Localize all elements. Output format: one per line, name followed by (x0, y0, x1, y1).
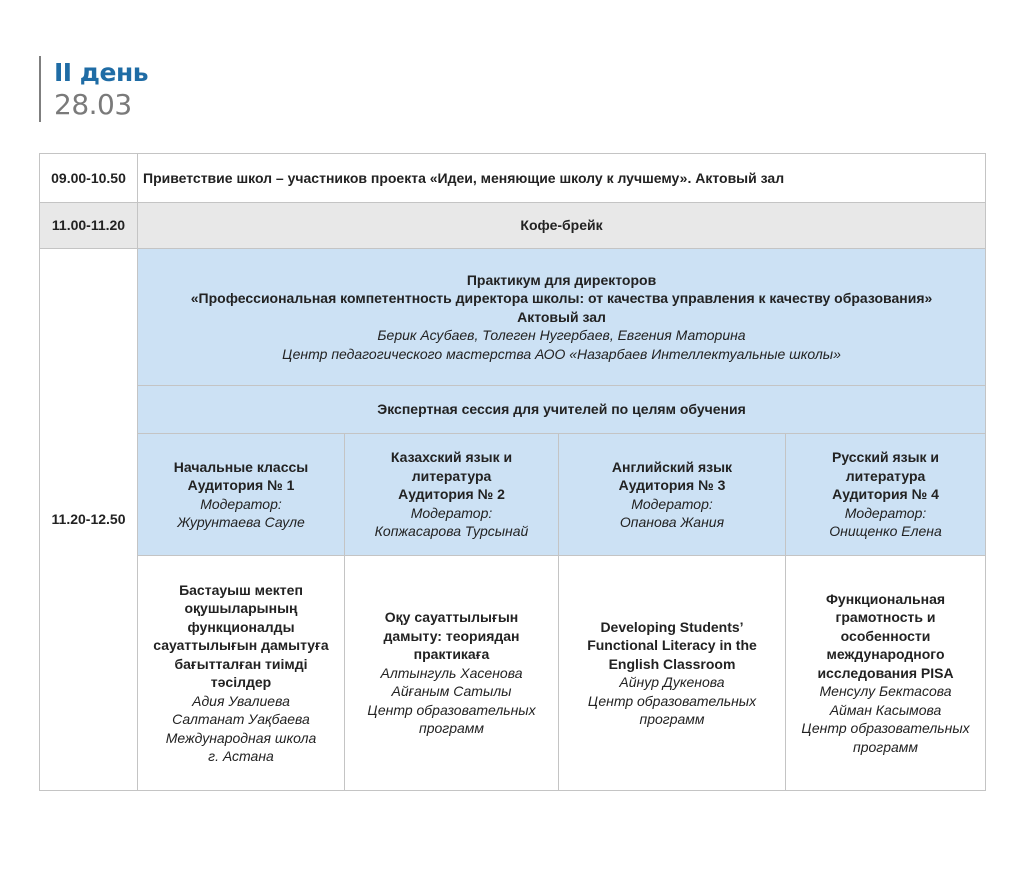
org-line: Международная школа (165, 729, 317, 746)
schedule-row-welcome (40, 154, 986, 203)
moderator-name: Опанова Жания (619, 514, 725, 530)
section-subject: Казахский язык и (390, 449, 513, 466)
org-line: программ (639, 711, 705, 727)
topic-line: грамотность и (835, 609, 936, 626)
speaker-line: Алтынгуль Хасенова (380, 664, 523, 681)
moderator-name: Журунтаева Сауле (177, 514, 305, 530)
section-subject: Начальные классы (173, 458, 309, 475)
section-room: Аудитория № 2 (398, 486, 505, 503)
topic-line: Функциональная (825, 590, 946, 607)
speaker-line: Менсулу Бектасова (819, 683, 952, 700)
topic-line: исследования PISA (817, 664, 954, 681)
day-header (39, 56, 148, 122)
day-title: II день (54, 58, 149, 87)
topic-line: практикаға (413, 646, 490, 663)
section-subject: литература (845, 467, 926, 484)
topic-line: бағытталған тиімді (174, 655, 308, 672)
org-line: Центр образовательных (587, 692, 757, 709)
topic-line: сауаттылығын дамытуға (153, 637, 329, 653)
section-room: Аудитория № 1 (187, 477, 295, 493)
speaker-line: Адия Увалиева (192, 692, 290, 709)
topic-line: Functional Literacy in the (587, 637, 757, 653)
topic-line: дамыту: теориядан (383, 627, 520, 644)
speaker-line: Салтанат Уақбаева (172, 711, 310, 727)
topic-cell (345, 556, 559, 791)
topic-line: оқушыларының (184, 600, 298, 616)
org-line: Центр образовательных (367, 701, 536, 718)
section-header-cell (345, 434, 559, 556)
speaker-line: Айман Касымова (829, 701, 942, 718)
topic-line: Бастауыш мектеп (179, 581, 303, 598)
moderator-label: Модератор: (200, 495, 282, 512)
workshop-cell (138, 249, 986, 386)
schedule-row-topics (40, 556, 986, 791)
org-line: Центр образовательных (801, 720, 970, 737)
expert-session-cell: Экспертная сессия для учителей по целям обучения (138, 386, 986, 434)
moderator-name: Копжасарова Турсынай (374, 523, 529, 540)
schedule-table (39, 153, 986, 791)
day-date: 28.03 (54, 88, 132, 121)
speaker-line: Айғаным Сатылы (391, 683, 512, 700)
moderator-name: Онищенко Елена (829, 523, 942, 540)
org-line: программ (419, 720, 484, 737)
workshop-subtitle: «Профессиональная компетентность директора школы: от качества управления к качеству образования» (190, 290, 933, 307)
workshop-org: Центр педагогического мастерства АОО «Назарбаев Интеллектуальные школы» (282, 345, 841, 362)
section-subject: Английский язык (611, 458, 733, 475)
section-header-cell (138, 434, 345, 556)
schedule-row-workshop (40, 249, 986, 386)
moderator-label: Модератор: (410, 504, 493, 521)
topic-line: международного (826, 646, 945, 663)
moderator-label: Модератор: (631, 495, 713, 512)
schedule-row-coffee-break (40, 203, 986, 249)
topic-cell (786, 556, 986, 791)
section-header-cell (786, 434, 986, 556)
section-subject: литература (411, 467, 492, 484)
workshop-title: Практикум для директоров (466, 271, 657, 288)
welcome-cell: Приветствие школ – участников проекта «Идеи, меняющие школу к лучшему». Актовый зал (138, 154, 986, 203)
topic-cell (559, 556, 786, 791)
topic-line: особенности (840, 627, 931, 644)
moderator-label: Модератор: (844, 504, 927, 521)
section-subject: Русский язык и (831, 449, 940, 466)
topic-cell (138, 556, 345, 791)
topic-line: тәсілдер (210, 674, 272, 690)
section-header-cell (559, 434, 786, 556)
schedule-row-sections (40, 434, 986, 556)
coffee-break-cell: Кофе-брейк (138, 203, 986, 249)
time-cell: 11.20-12.50 (40, 249, 138, 791)
org-line: г. Астана (208, 748, 274, 764)
speaker-line: Айнур Дукенова (619, 674, 725, 690)
topic-line: Developing Students’ (600, 618, 744, 635)
workshop-speakers: Берик Асубаев, Толеген Нугербаев, Евгения Маторина (377, 327, 746, 344)
org-line: программ (853, 738, 918, 755)
topic-line: Оқу сауаттылығын (384, 609, 519, 626)
topic-line: English Classroom (608, 655, 736, 672)
schedule-row-expert-session (40, 386, 986, 434)
section-room: Аудитория № 4 (832, 486, 939, 503)
section-room: Аудитория № 3 (618, 477, 726, 493)
time-cell: 11.00-11.20 (40, 203, 138, 249)
time-cell: 09.00-10.50 (40, 154, 138, 203)
workshop-room: Актовый зал (517, 308, 606, 325)
topic-line: функционалды (187, 618, 295, 635)
